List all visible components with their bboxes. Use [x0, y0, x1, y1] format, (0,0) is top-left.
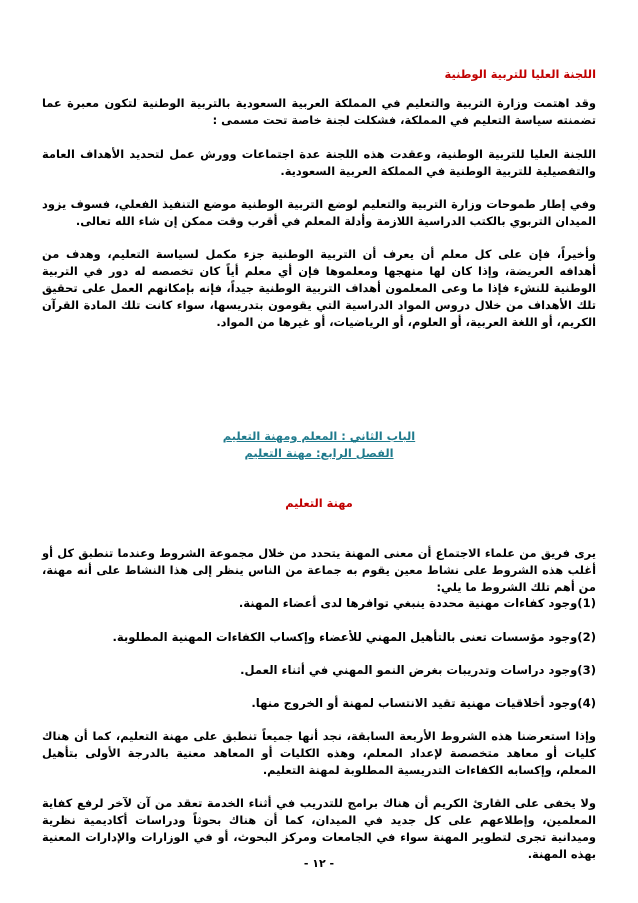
condition-item-3: (3)وجود دراسات وتدريبات بغرض النمو المهني في أثناء العمل.	[240, 663, 596, 677]
sub-heading-teaching-profession: مهنة التعليم	[285, 496, 353, 510]
paragraph-profession-conditions: يرى فريق من علماء الاجتماع أن معنى المهنة يتحدد من خلال مجموعة الشروط وعندما تنطبق كل أو أغلب هذه الشروط على نشاط معين يقوم به جماعة من الناس ينظر إلى هذا النشاط على أنه مهنة، من أهم تلك الشروط ما يلي:	[42, 546, 596, 594]
paragraph-ministry-interest: وقد اهتمت وزارة التربية والتعليم في المملكة العربية السعودية بالتربية الوطنية لتكون معبرة عما تضمنته سياسة التعليم في المملكة، فشكلت لجنة خاصة تحت مسمى :	[42, 96, 596, 127]
paragraph-committee-workshops: اللجنة العليا للتربية الوطنية، وعقدت هذه اللجنة عدة اجتماعات وورش عمل لتحديد الأهداف العامة والتفصيلية للتربية الوطنية في المملكة العربية السعودية.	[42, 147, 596, 178]
paragraph-teacher-role: وأخيراً، فإن على كل معلم أن يعرف أن التربية الوطنية جزء مكمل لسياسة التعليم، وهدف من أهدافه العريضة، وإذا كان لها منهجها ومعلموها فإن أي معلم أياً كان تخصصه له دور في التربية الوطنية للنشء فإذا ما وعى المعلمون أهداف التربية الوطنية جيداً، فإنه بإمكانهم العمل على تحقيق تلك الأهداف من خلال دروس المواد الدراسية التي يقومون بتدريسها، سواء كانت تلك المادة القرآن الكريم، أو اللغة العربية، أو العلوم، أو الرياضيات، أو غيرها من المواد.	[42, 247, 596, 329]
condition-item-2: (2)وجود مؤسسات تعنى بالتأهيل المهني للأعضاء وإكساب الكفاءات المهنية المطلوبة.	[112, 630, 596, 644]
condition-item-1: (1)وجود كفاءات مهنية محددة ينبغي توافرها لدى أعضاء المهنة.	[238, 596, 596, 610]
paragraph-ministry-ambitions: وفي إطار طموحات وزارة التربية والتعليم لوضع التربية الوطنية موضع التنفيذ الفعلي، فسوف يزود الميدان التربوي بالكتب الدراسية اللازمة وأدلة المعلم في أقرب وقت ممكن إن شاء الله تعالى.	[42, 197, 596, 228]
heading-higher-committee: اللجنة العليا للتربية الوطنية	[444, 67, 596, 81]
page-number: - ١٢ -	[303, 857, 335, 870]
paragraph-training-programs: ولا يخفى على القارئ الكريم أن هناك برامج للتدريب في أثناء الخدمة تعقد من آن لآخر لرفع كفاية المعلمين، وإطلاعهم على كل جديد في الميدان، كما أن هناك بحوثاً ودراسات أكاديمية نظرية وميدانية تجرى لتطوير المهنة سواء في الجامعات ومركز البحوث، أو في الوزارات والإدارات المعنية بهذه المهنة.	[42, 796, 596, 861]
condition-item-4: (4)وجود أخلاقيات مهنية تقيد الانتساب لمهنة أو الخروج منها.	[251, 696, 596, 710]
chapter-title: الباب الثاني : المعلم ومهنة التعليم	[222, 429, 416, 443]
section-title: الفصل الرابع: مهنة التعليم	[244, 446, 394, 460]
paragraph-conditions-apply: وإذا استعرضنا هذه الشروط الأربعة السابقة، نجد أنها جميعاً تنطبق على مهنة التعليم، كما أن هناك كليات أو معاهد متخصصة لإعداد المعلم، وهذه الكليات أو المعاهد معنية بالدرجة الأولى بتأهيل المعلم، وإكسابه الكفاءات التدريسية المطلوبة لمهنة التعليم.	[42, 729, 596, 777]
